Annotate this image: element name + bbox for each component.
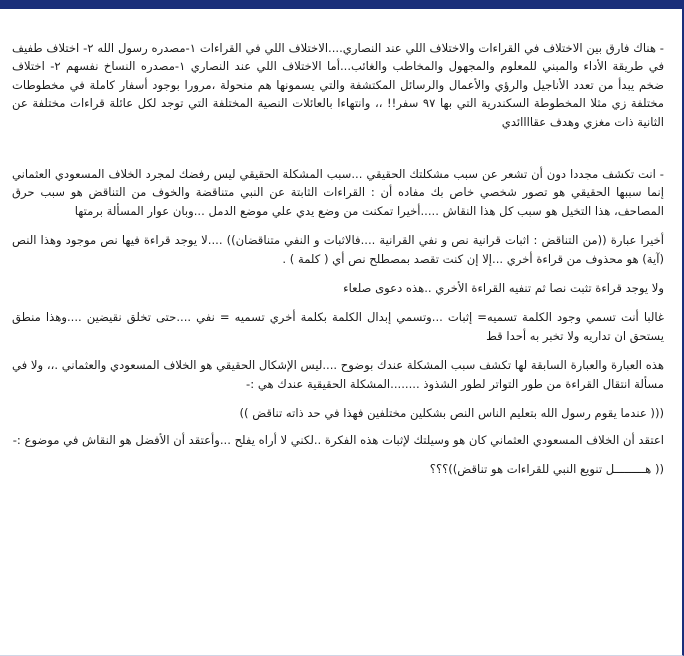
paragraph-8: اعتقد أن الخلاف المسعودي العثماني كان هو وسيلتك لإثبات هذه الفكرة ..لكني لا أراه يفلح ...وأعتقد أن الأفضل هو النقاش في موضوع :- xyxy=(12,432,664,447)
paragraph-2: - انت تكشف مجددا دون أن تشعر عن سبب مشكلتك الحقيقي ...سبب المشكلة الحقيقي ليس رفضك لمجرد الخلاف المسعودي العثماني إنما سببها الحقيقي هو تصور شخصي خاص بك مفاده أن : القراءات الثابتة عن النبي متناقضة والخوف من التناقض هو سبب حرق المصاحف، هذا التخيل هو سبب كل هذا النقاش .....أخيرا تمكنت من وضع يدي علي موضع الدمل ...وبان عوار المسألة برمتها xyxy=(12,167,664,218)
top-border-strip xyxy=(0,3,684,9)
paragraph-9: (( هـــــــــل تنويع النبي للقراءات هو تناقض))؟؟؟ xyxy=(429,461,664,476)
post-content xyxy=(12,39,664,489)
paragraph-4: ولا يوجد قراءة تثبت نصا ثم تنفيه القراءة الأخري ..هذه دعوى صلعاء xyxy=(343,281,664,296)
paragraph-6: هذه العبارة والعبارة السابقة لها تكشف سبب المشكلة عندك بوضوح ....ليس الإشكال الحقيقي هو الخلاف المسعودي والعثماني .،، ولا في مسألة انتقال القراءة من طور التواتر لطور الشذوذ ........المشكلة الحقيقية عندك هي :- xyxy=(12,358,664,391)
paragraph-1: - هناك فارق بين الاختلاف في القراءات والاختلاف اللي عند النصاري....الاختلاف اللي في القراءات ١-مصدره رسول الله ٢- اختلاف طفيف في طريقة الأداء والمبني للمعلوم والمجهول والمخاطب والغائب...أما الاختلاف اللي عند النصاري ١-مصدره النساخ نفسهم ٢- اختلاف ضخم يبدأ من تعدد الأناجيل والرؤي والأعمال والرسائل المكتشفة والتي يسمونها هم منحولة ،مرورا بوجود أسفار كاملة في مخطوطات مختلفة زي مثلا المخطوطة السكندرية التي بها ٩٧ سفر!! ،، وانتهاءا بالعائلات النصية المختلفة التي توجد لكل عائلة قراءات مختلفة عن الثانية ذات مغزي وهدف عقاااائدي xyxy=(12,41,665,129)
paragraph-3: أخيرا عبارة ((من التناقض : اثبات قرانية نص و نفي القرانية ....فالاثبات و النفي متناقضان)) ....لا يوجد قراءة فيها نص موجود وهذا النص (آية) هو محذوف من قراءة أخري ...إلا إن كنت تقصد بمصطلح نص أي ( كلمة ) . xyxy=(12,233,664,266)
paragraph-7: ((( عندما يقوم رسول الله بتعليم الناس النص بشكلين مختلفين فهذا في حد ذاته تناقض )) xyxy=(239,406,664,421)
paragraph-5: غالبا أنت تسمي وجود الكلمة تسميه= إثبات ...وتسمي إبدال الكلمة بكلمة أخري تسميه = نفي ....حتى تخلق نقيضين ....وهذا منطق يستحق ان تداريه ولا تخبر به أحدا قط xyxy=(12,310,664,343)
